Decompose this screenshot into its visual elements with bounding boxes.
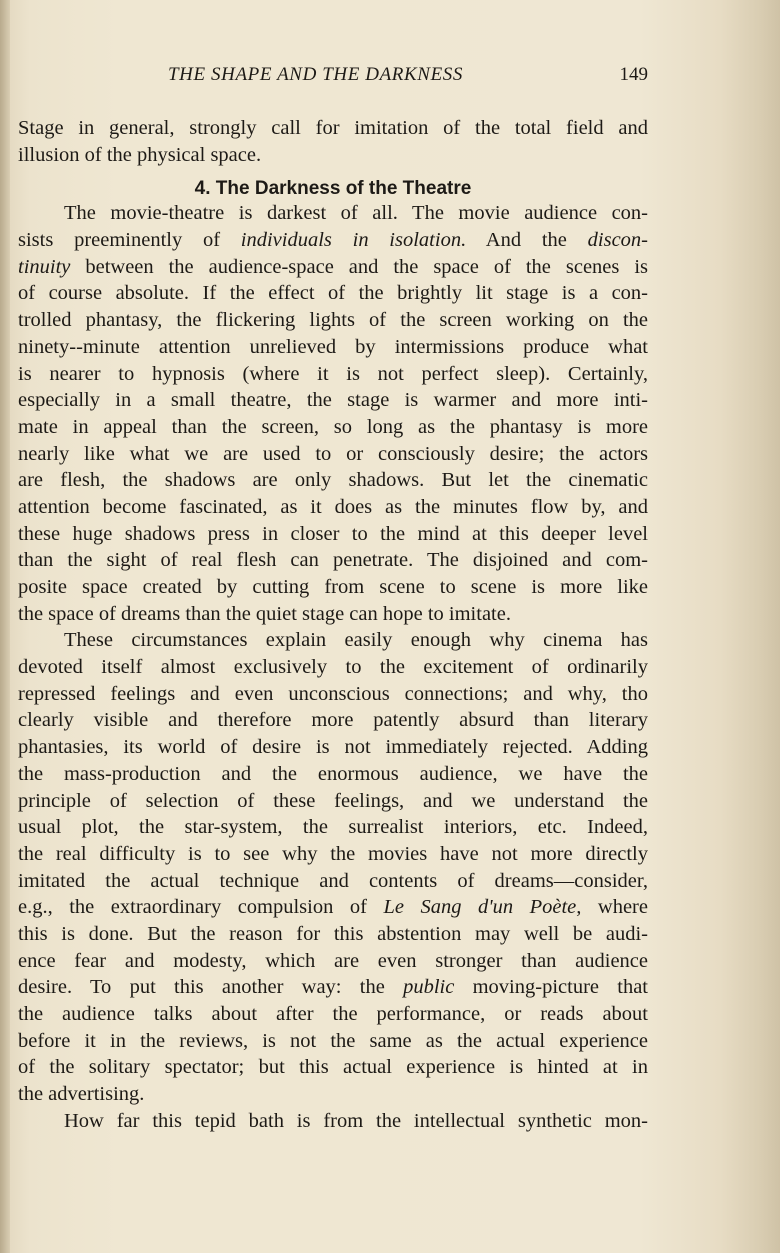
text-line: before it in the reviews, is not the same as the actual experience [18, 1029, 648, 1052]
text-line: the audience talks about after the performance, or reads about [18, 1003, 648, 1025]
text-line: of course absolute. If the effect of the brightly lit stage is a con- [18, 282, 648, 305]
text-line: than the sight of real flesh can penetrate. The disjoined and com- [18, 549, 648, 572]
text-line: this is done. But the reason for this abstention may well be audi- [18, 922, 648, 945]
text-span: desire. To put this another way: the [18, 976, 404, 999]
page-gutter-shadow [0, 0, 10, 1253]
section-heading: 4. The Darkness of the Theatre [194, 178, 472, 200]
text-line: Stage in general, strongly call for imitation of the total field and [18, 117, 648, 139]
page-number: 149 [619, 64, 648, 85]
text-line: the mass-production and the enormous audience, we have the [18, 762, 648, 785]
text-line [18, 227, 648, 254]
text-line: illusion of the physical space. [18, 143, 262, 166]
text-line: posite space created by cutting from scene to scene is more like [18, 576, 648, 598]
text-line: especially in a small theatre, the stage is warmer and more inti- [18, 389, 648, 412]
text-line: these huge shadows press in closer to the mind at this deeper level [18, 522, 648, 545]
emphasis: public [403, 976, 455, 999]
text-span: sists preeminently of [18, 229, 241, 252]
text-span: between the audience-space and the space of the scenes is [70, 255, 648, 278]
text-span: moving-picture that [454, 976, 648, 999]
text-line [18, 254, 648, 281]
text-line [18, 974, 648, 1001]
text-line: the space of dreams than the quiet stage can hope to imitate. [18, 602, 511, 625]
emphasis: discon- [587, 229, 648, 252]
paragraph [18, 1108, 648, 1135]
paragraph [18, 627, 648, 1107]
text-line: phantasies, its world of desire is not immediately rejected. Adding [18, 736, 648, 759]
emphasis: individuals in isolation. [240, 229, 467, 252]
text-line: imitated the actual technique and contents of dreams—consider, [18, 869, 648, 892]
text-line: mate in appeal than the screen, so long as the phantasy is more [18, 415, 648, 438]
text-line: ence fear and modesty, which are even stronger than audience [18, 949, 648, 972]
text-line: clearly visible and therefore more patently absurd than literary [18, 709, 648, 732]
text-line: is nearer to hypnosis (where it is not perfect sleep). Certainly, [18, 362, 648, 385]
text-line: The movie-theatre is darkest of all. The movie audience con- [64, 202, 648, 225]
text-line: of the solitary spectator; but this actual experience is hinted at in [18, 1056, 648, 1079]
text-span: e.g., the extraordinary compulsion of [18, 896, 384, 919]
emphasis: tinuity [18, 255, 71, 278]
text-line: These circumstances explain easily enough why cinema has [64, 629, 648, 652]
text-span: And the [466, 229, 588, 252]
page-body [18, 115, 648, 1134]
text-line: devoted itself almost exclusively to the excitement of ordinarily [18, 656, 648, 679]
text-line: How far this tepid bath is from the intellectual synthetic mon- [64, 1109, 648, 1132]
text-line: attention become fascinated, as it does as the minutes flow by, and [18, 495, 648, 518]
text-line: usual plot, the star-system, the surrealist interiors, etc. Indeed, [18, 816, 648, 839]
text-span: where [581, 896, 648, 919]
text-line: are flesh, the shadows are only shadows. But let the cinematic [18, 469, 648, 492]
text-line: the real difficulty is to see why the movies have not more directly [18, 842, 648, 865]
running-title: THE SHAPE AND THE DARKNESS [168, 64, 463, 85]
text-line: principle of selection of these feelings, and we understand the [18, 789, 648, 812]
text-line [18, 894, 648, 921]
text-line: trolled phantasy, the flickering lights of the screen working on the [18, 309, 648, 332]
text-line: the advertising. [18, 1083, 145, 1106]
text-line: repressed feelings and even unconscious connections; and why, tho [18, 682, 648, 705]
text-line: nearly like what we are used to or consciously desire; the actors [18, 442, 648, 465]
paragraph [18, 200, 648, 627]
emphasis: Le Sang d'un Poète, [383, 896, 582, 919]
running-head [18, 64, 648, 94]
text-line: ninety--minute attention unrelieved by intermissions produce what [18, 335, 648, 358]
